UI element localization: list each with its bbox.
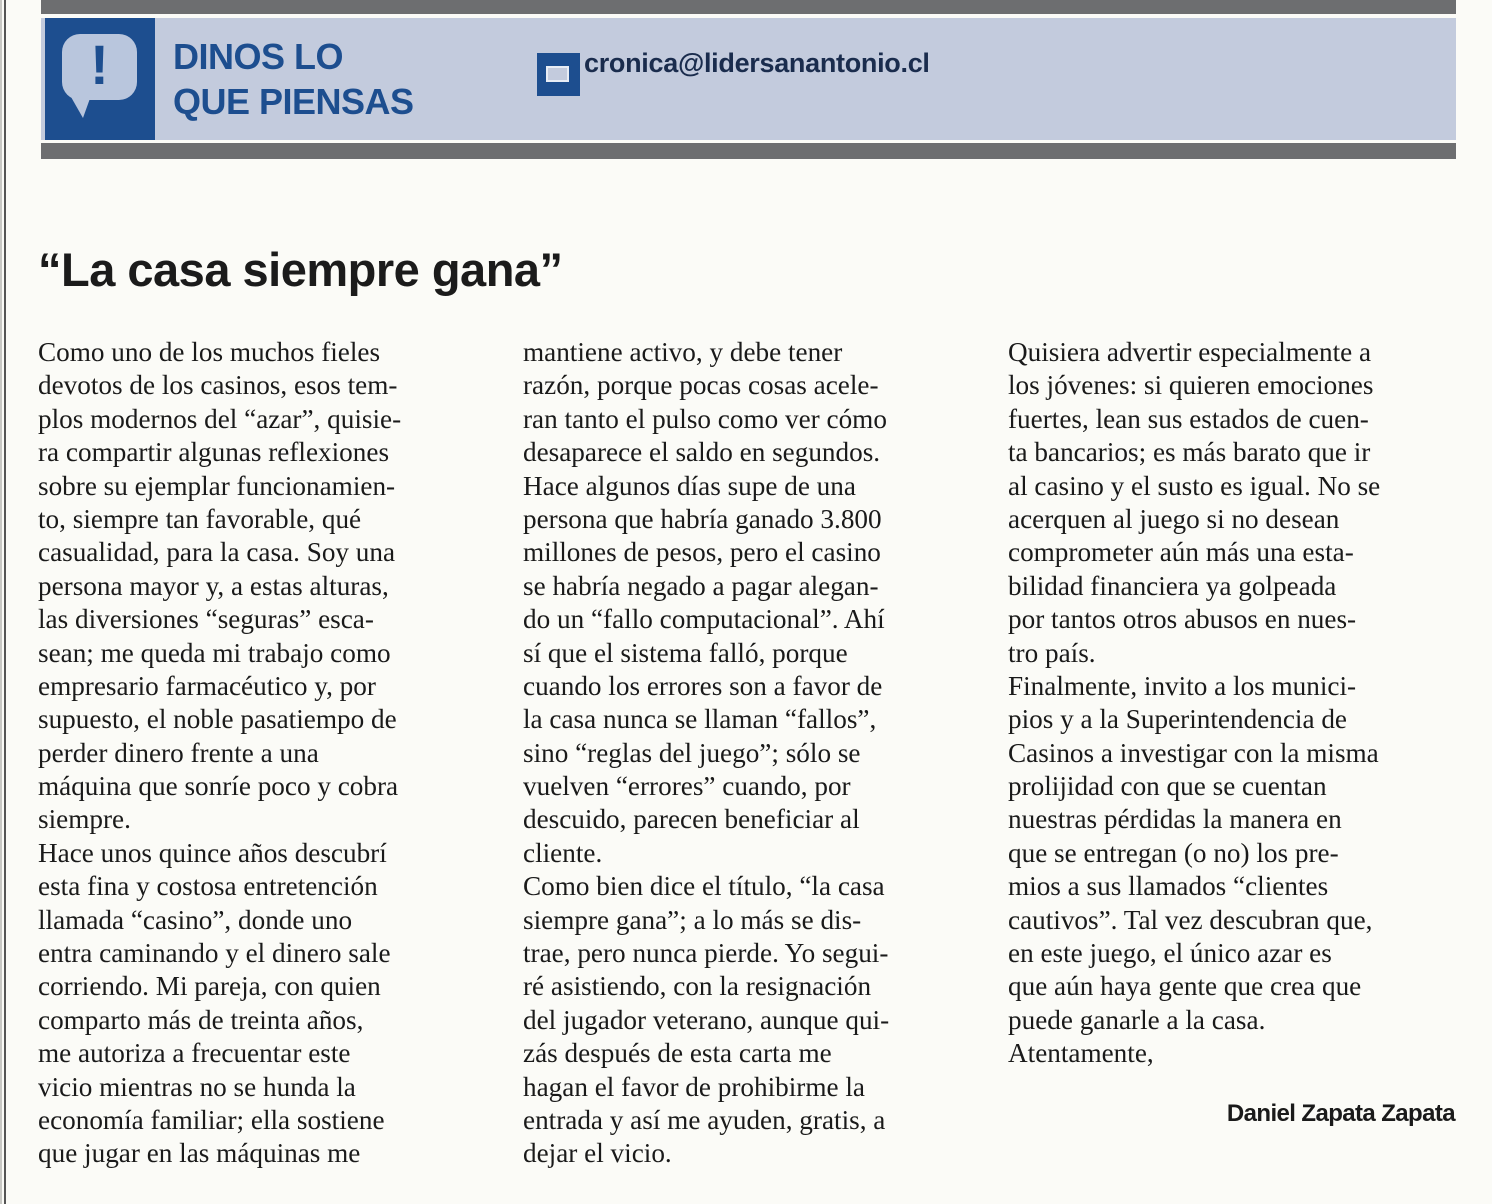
article-line: ré asistiendo, con la resignación: [523, 971, 872, 1002]
article-line: perder dinero frente a una: [38, 737, 319, 768]
article-line: empresario farmacéutico y, por: [38, 670, 376, 701]
article-line: sobre su ejemplar funcionamien-: [38, 470, 396, 501]
mail-icon: [537, 53, 580, 96]
article-line: desaparece el saldo en segundos.: [523, 437, 881, 468]
exclamation-glyph: !: [90, 33, 109, 96]
article-line: se habría negado a pagar alegan-: [523, 570, 879, 601]
article-line: al casino y el susto es igual. No se: [1008, 470, 1381, 501]
article-line: siempre.: [38, 804, 131, 835]
article-line: zás después de esta carta me: [523, 1038, 832, 1069]
article-line: ran tanto el pulso como ver cómo: [523, 403, 887, 434]
article-line: cautivos”. Tal vez descubran que,: [1008, 904, 1373, 935]
article-line: los jóvenes: si quieren emociones: [1008, 370, 1374, 401]
article-line: persona que habría ganado 3.800: [523, 503, 882, 534]
article-column-3: [1008, 336, 1380, 1071]
article-line: la casa nunca se llaman “fallos”,: [523, 704, 877, 735]
article-line: comprometer aún más una esta-: [1008, 537, 1354, 568]
article-line: entra caminando y el dinero sale: [38, 938, 391, 969]
article-line: economía familiar; ella sostiene: [38, 1104, 385, 1135]
article-line: to, siempre tan favorable, qué: [38, 503, 362, 534]
article-line: trae, pero nunca pierde. Yo segui-: [523, 938, 889, 969]
article-line: bilidad financiera ya golpeada: [1008, 570, 1337, 601]
envelope-shape: [546, 66, 569, 82]
article-line: ra compartir algunas reflexiones: [38, 437, 390, 468]
article-line: siempre gana”; a lo más se dis-: [523, 904, 862, 935]
article-line: sean; me queda mi trabajo como: [38, 637, 391, 668]
article-line: esta fina y costosa entretención: [38, 871, 378, 902]
article-column-1: [38, 336, 401, 1171]
article-line: razón, porque pocas cosas acele-: [523, 370, 879, 401]
article-line: prolijidad con que se cuentan: [1008, 771, 1327, 802]
article-line: descuido, parecen beneficiar al: [523, 804, 860, 835]
article-line: millones de pesos, pero el casino: [523, 537, 881, 568]
article-line: sino “reglas del juego”; sólo se: [523, 737, 861, 768]
article-line: Quisiera advertir especialmente a: [1008, 337, 1372, 367]
article-line: Como bien dice el título, “la casa: [523, 871, 885, 902]
article-line: por tantos otros abusos en nues-: [1008, 604, 1357, 635]
page-edge-rule: [0, 0, 7, 1204]
article-line: entrada y así me ayuden, gratis, a: [523, 1104, 886, 1135]
article-line: nuestras pérdidas la manera en: [1008, 804, 1342, 835]
article-line: hagan el favor de prohibirme la: [523, 1071, 865, 1102]
article-line: las diversiones “seguras” esca-: [38, 604, 374, 635]
article-line: mios a sus llamados “clientes: [1008, 871, 1329, 902]
article-line: supuesto, el noble pasatiempo de: [38, 704, 397, 735]
article-line: del jugador veterano, aunque qui-: [523, 1004, 890, 1035]
section-title: [173, 34, 473, 124]
contact-email: cronica@lidersanantonio.cl: [584, 48, 930, 78]
article-line: persona mayor y, a estas alturas,: [38, 570, 389, 601]
section-title-line-1: DINOS LO: [173, 36, 344, 77]
article-line: Finalmente, invito a los munici-: [1008, 670, 1357, 701]
article-line: que jugar en las máquinas me: [38, 1138, 361, 1169]
article-line: mantiene activo, y debe tener: [523, 337, 843, 367]
article-line: Atentamente,: [1008, 1038, 1154, 1069]
article-line: acerquen al juego si no desean: [1008, 503, 1340, 534]
article-line: me autoriza a frecuentar este: [38, 1038, 351, 1069]
article-line: máquina que sonríe poco y cobra: [38, 771, 399, 802]
section-title-line-2: QUE PIENSAS: [173, 81, 414, 122]
article-line: Hace algunos días supe de una: [523, 470, 856, 501]
article-line: do un “fallo computacional”. Ahí: [523, 604, 885, 635]
section-bottom-rule: [41, 143, 1456, 159]
article-line: cliente.: [523, 837, 603, 868]
article-column-2: [523, 336, 889, 1171]
article-line: plos modernos del “azar”, quisie-: [38, 403, 402, 434]
article-line: puede ganarle a la casa.: [1008, 1004, 1266, 1035]
article-line: Casinos a investigar con la misma: [1008, 737, 1379, 768]
author-signature: Daniel Zapata Zapata: [1226, 1100, 1455, 1127]
section-top-rule: [41, 0, 1456, 14]
article-line: sí que el sistema falló, porque: [523, 637, 848, 668]
article-line: Como uno de los muchos fieles: [38, 337, 381, 367]
article-line: ta bancarios; es más barato que ir: [1008, 437, 1371, 468]
article-line: dejar el vicio.: [523, 1138, 672, 1169]
speech-bubble-exclamation-icon: [45, 18, 155, 140]
article-line: vuelven “errores” cuando, por: [523, 771, 851, 802]
article-line: que aún haya gente que crea que: [1008, 971, 1362, 1002]
article-line: llamada “casino”, donde uno: [38, 904, 353, 935]
article-line: vicio mientras no se hunda la: [38, 1071, 356, 1102]
article-line: que se entregan (o no) los pre-: [1008, 837, 1339, 868]
article-line: Hace unos quince años descubrí: [38, 837, 387, 868]
article-line: cuando los errores son a favor de: [523, 670, 883, 701]
article-line: corriendo. Mi pareja, con quien: [38, 971, 381, 1002]
article-line: devotos de los casinos, esos tem-: [38, 370, 398, 401]
article-line: comparto más de treinta años,: [38, 1004, 364, 1035]
article-line: fuertes, lean sus estados de cuen-: [1008, 403, 1369, 434]
article-line: en este juego, el único azar es: [1008, 938, 1332, 969]
article-line: casualidad, para la casa. Soy una: [38, 537, 396, 568]
article-line: pios y a la Superintendencia de: [1008, 704, 1347, 735]
article-headline: “La casa siempre gana”: [38, 243, 563, 296]
article-line: tro país.: [1008, 637, 1096, 668]
